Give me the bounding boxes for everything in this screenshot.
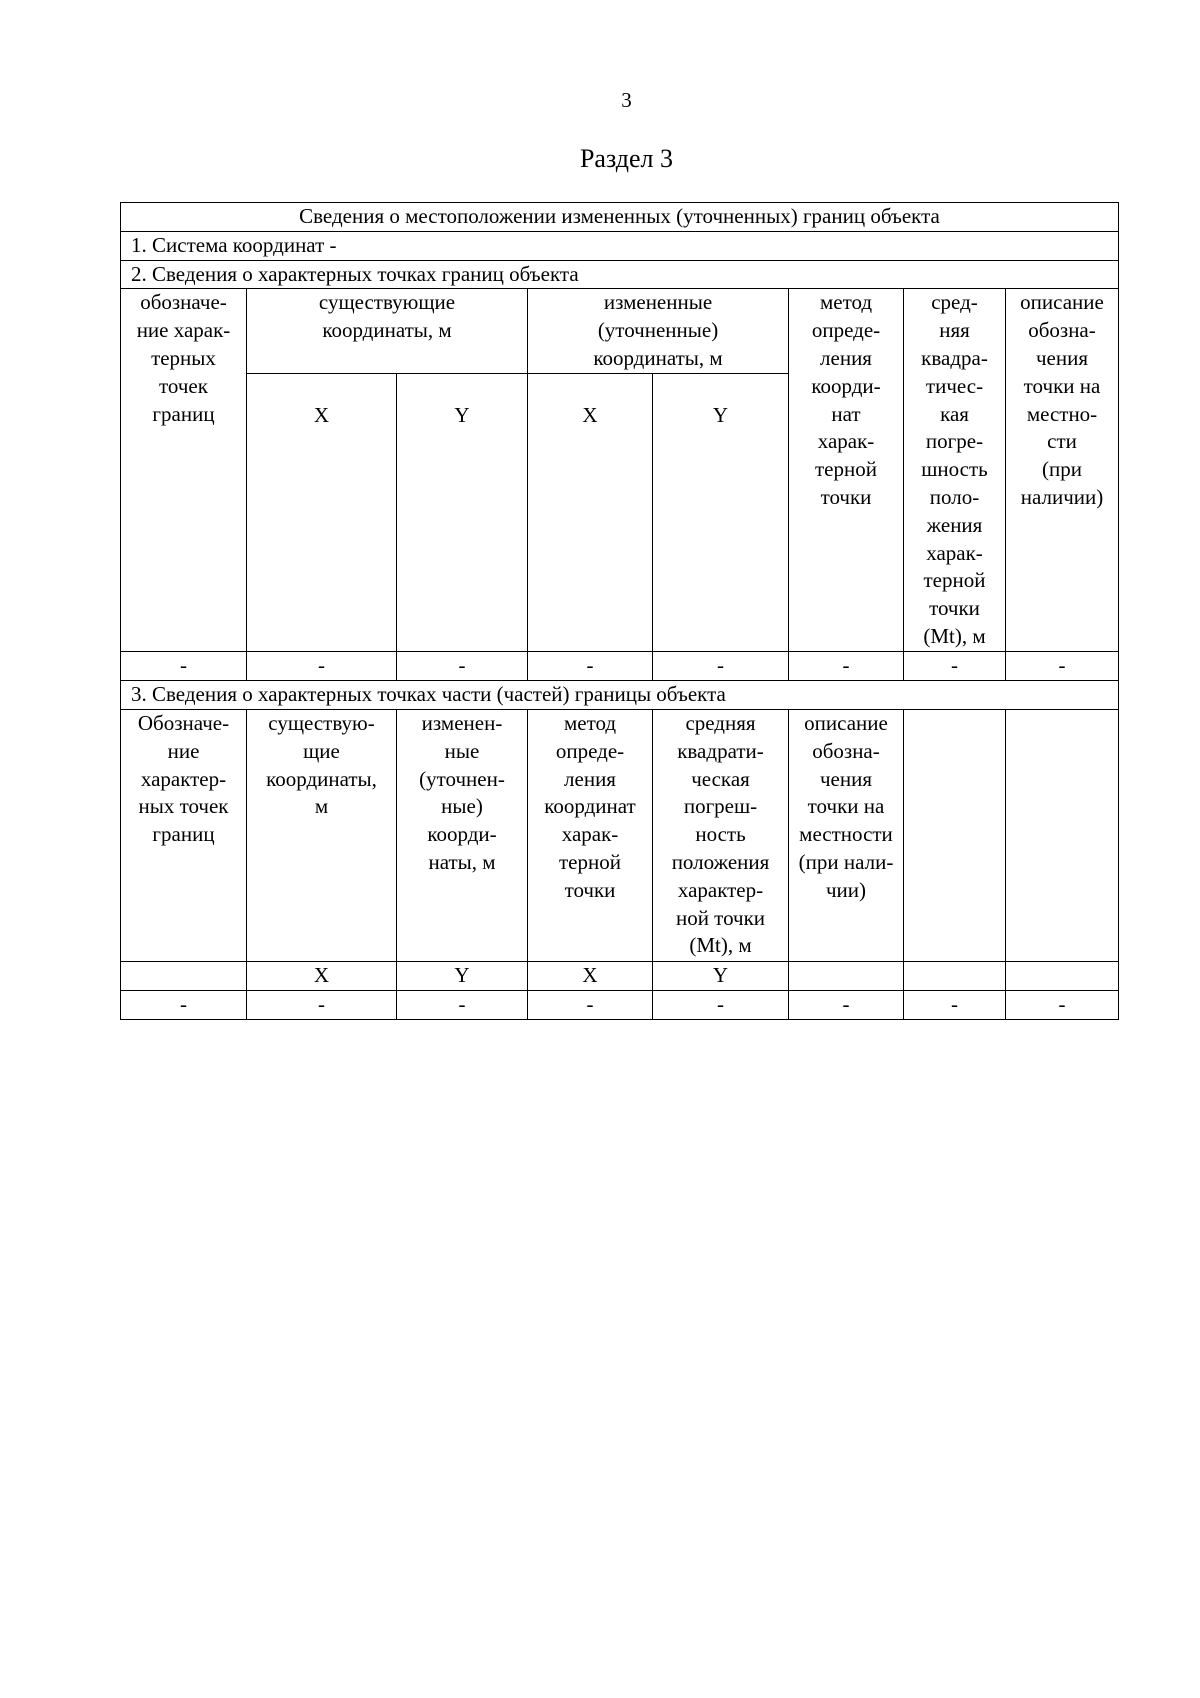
part3-col-existing: существую- щие координаты, м <box>247 709 397 961</box>
part2-cell: - <box>789 652 904 681</box>
part2-header-row <box>121 289 1119 374</box>
part2-data-row <box>121 652 1119 681</box>
part3-cell: - <box>247 990 397 1019</box>
part2-col-point: обозначе- ние харак- терных точек границ <box>121 289 247 652</box>
part3-y-changed: Y <box>653 961 789 990</box>
part3-col-point: Обозначе- ние характер- ных точек границ <box>121 709 247 961</box>
page-number: 3 <box>621 88 632 112</box>
part3-xy-row <box>121 961 1119 990</box>
part2-heading-row <box>121 260 1119 289</box>
section-title: Раздел 3 <box>579 144 674 173</box>
part2-heading: 2. Сведения о характерных точках границ объекта <box>121 260 1119 289</box>
part3-col-method: метод опреде- ления координат харак- терной точки <box>528 709 653 961</box>
part3-empty-cell <box>904 961 1006 990</box>
part2-y-existing: Y <box>397 374 528 652</box>
boundary-points-table <box>120 202 1119 1020</box>
part3-x-changed: X <box>528 961 653 990</box>
part3-cell: - <box>904 990 1006 1019</box>
table-title-row <box>121 203 1119 232</box>
part3-x-existing: X <box>247 961 397 990</box>
part3-cell: - <box>121 990 247 1019</box>
part3-empty-cell <box>1006 709 1119 961</box>
part2-cell: - <box>1006 652 1119 681</box>
part3-cell: - <box>528 990 653 1019</box>
part2-col-error: сред- няя квадра- тичес- кая погре- шность поло- жения харак- терной точки (Mt), м <box>904 289 1006 652</box>
part2-cell: - <box>121 652 247 681</box>
part3-cell: - <box>1006 990 1119 1019</box>
coord-system-row <box>121 231 1119 260</box>
part2-col-desc: описание обозна- чения точки на местно- сти (при наличии) <box>1006 289 1119 652</box>
part2-x-existing: X <box>247 374 397 652</box>
part3-col-desc: описание обозна- чения точки на местности (при нали- чии) <box>789 709 904 961</box>
part3-data-row <box>121 990 1119 1019</box>
part2-cell: - <box>528 652 653 681</box>
part2-col-existing: существующие координаты, м <box>247 289 528 374</box>
part3-col-changed: изменен- ные (уточнен- ные) коорди- наты, м <box>397 709 528 961</box>
part3-empty-cell <box>1006 961 1119 990</box>
part3-header-row <box>121 709 1119 961</box>
part2-col-method: метод опреде- ления коорди- нат харак- терной точки <box>789 289 904 652</box>
part2-cell: - <box>397 652 528 681</box>
part2-col-changed: измененные (уточненные) координаты, м <box>528 289 789 374</box>
part2-cell: - <box>653 652 789 681</box>
part3-y-existing: Y <box>397 961 528 990</box>
coord-system: 1. Система координат - <box>121 231 1119 260</box>
part2-cell: - <box>904 652 1006 681</box>
part3-cell: - <box>397 990 528 1019</box>
table-title: Сведения о местоположении измененных (уточненных) границ объекта <box>121 203 1119 232</box>
part3-heading-row <box>121 681 1119 710</box>
part3-empty-cell <box>904 709 1006 961</box>
part3-col-error: средняя квадрати- ческая погреш- ность положения характер- ной точки (Mt), м <box>653 709 789 961</box>
part3-cell: - <box>653 990 789 1019</box>
part3-empty-cell <box>121 961 247 990</box>
part3-cell: - <box>789 990 904 1019</box>
part3-heading: 3. Сведения о характерных точках части (частей) границы объекта <box>121 681 1119 710</box>
part2-cell: - <box>247 652 397 681</box>
part2-y-changed: Y <box>653 374 789 652</box>
part3-empty-cell <box>789 961 904 990</box>
part2-x-changed: X <box>528 374 653 652</box>
